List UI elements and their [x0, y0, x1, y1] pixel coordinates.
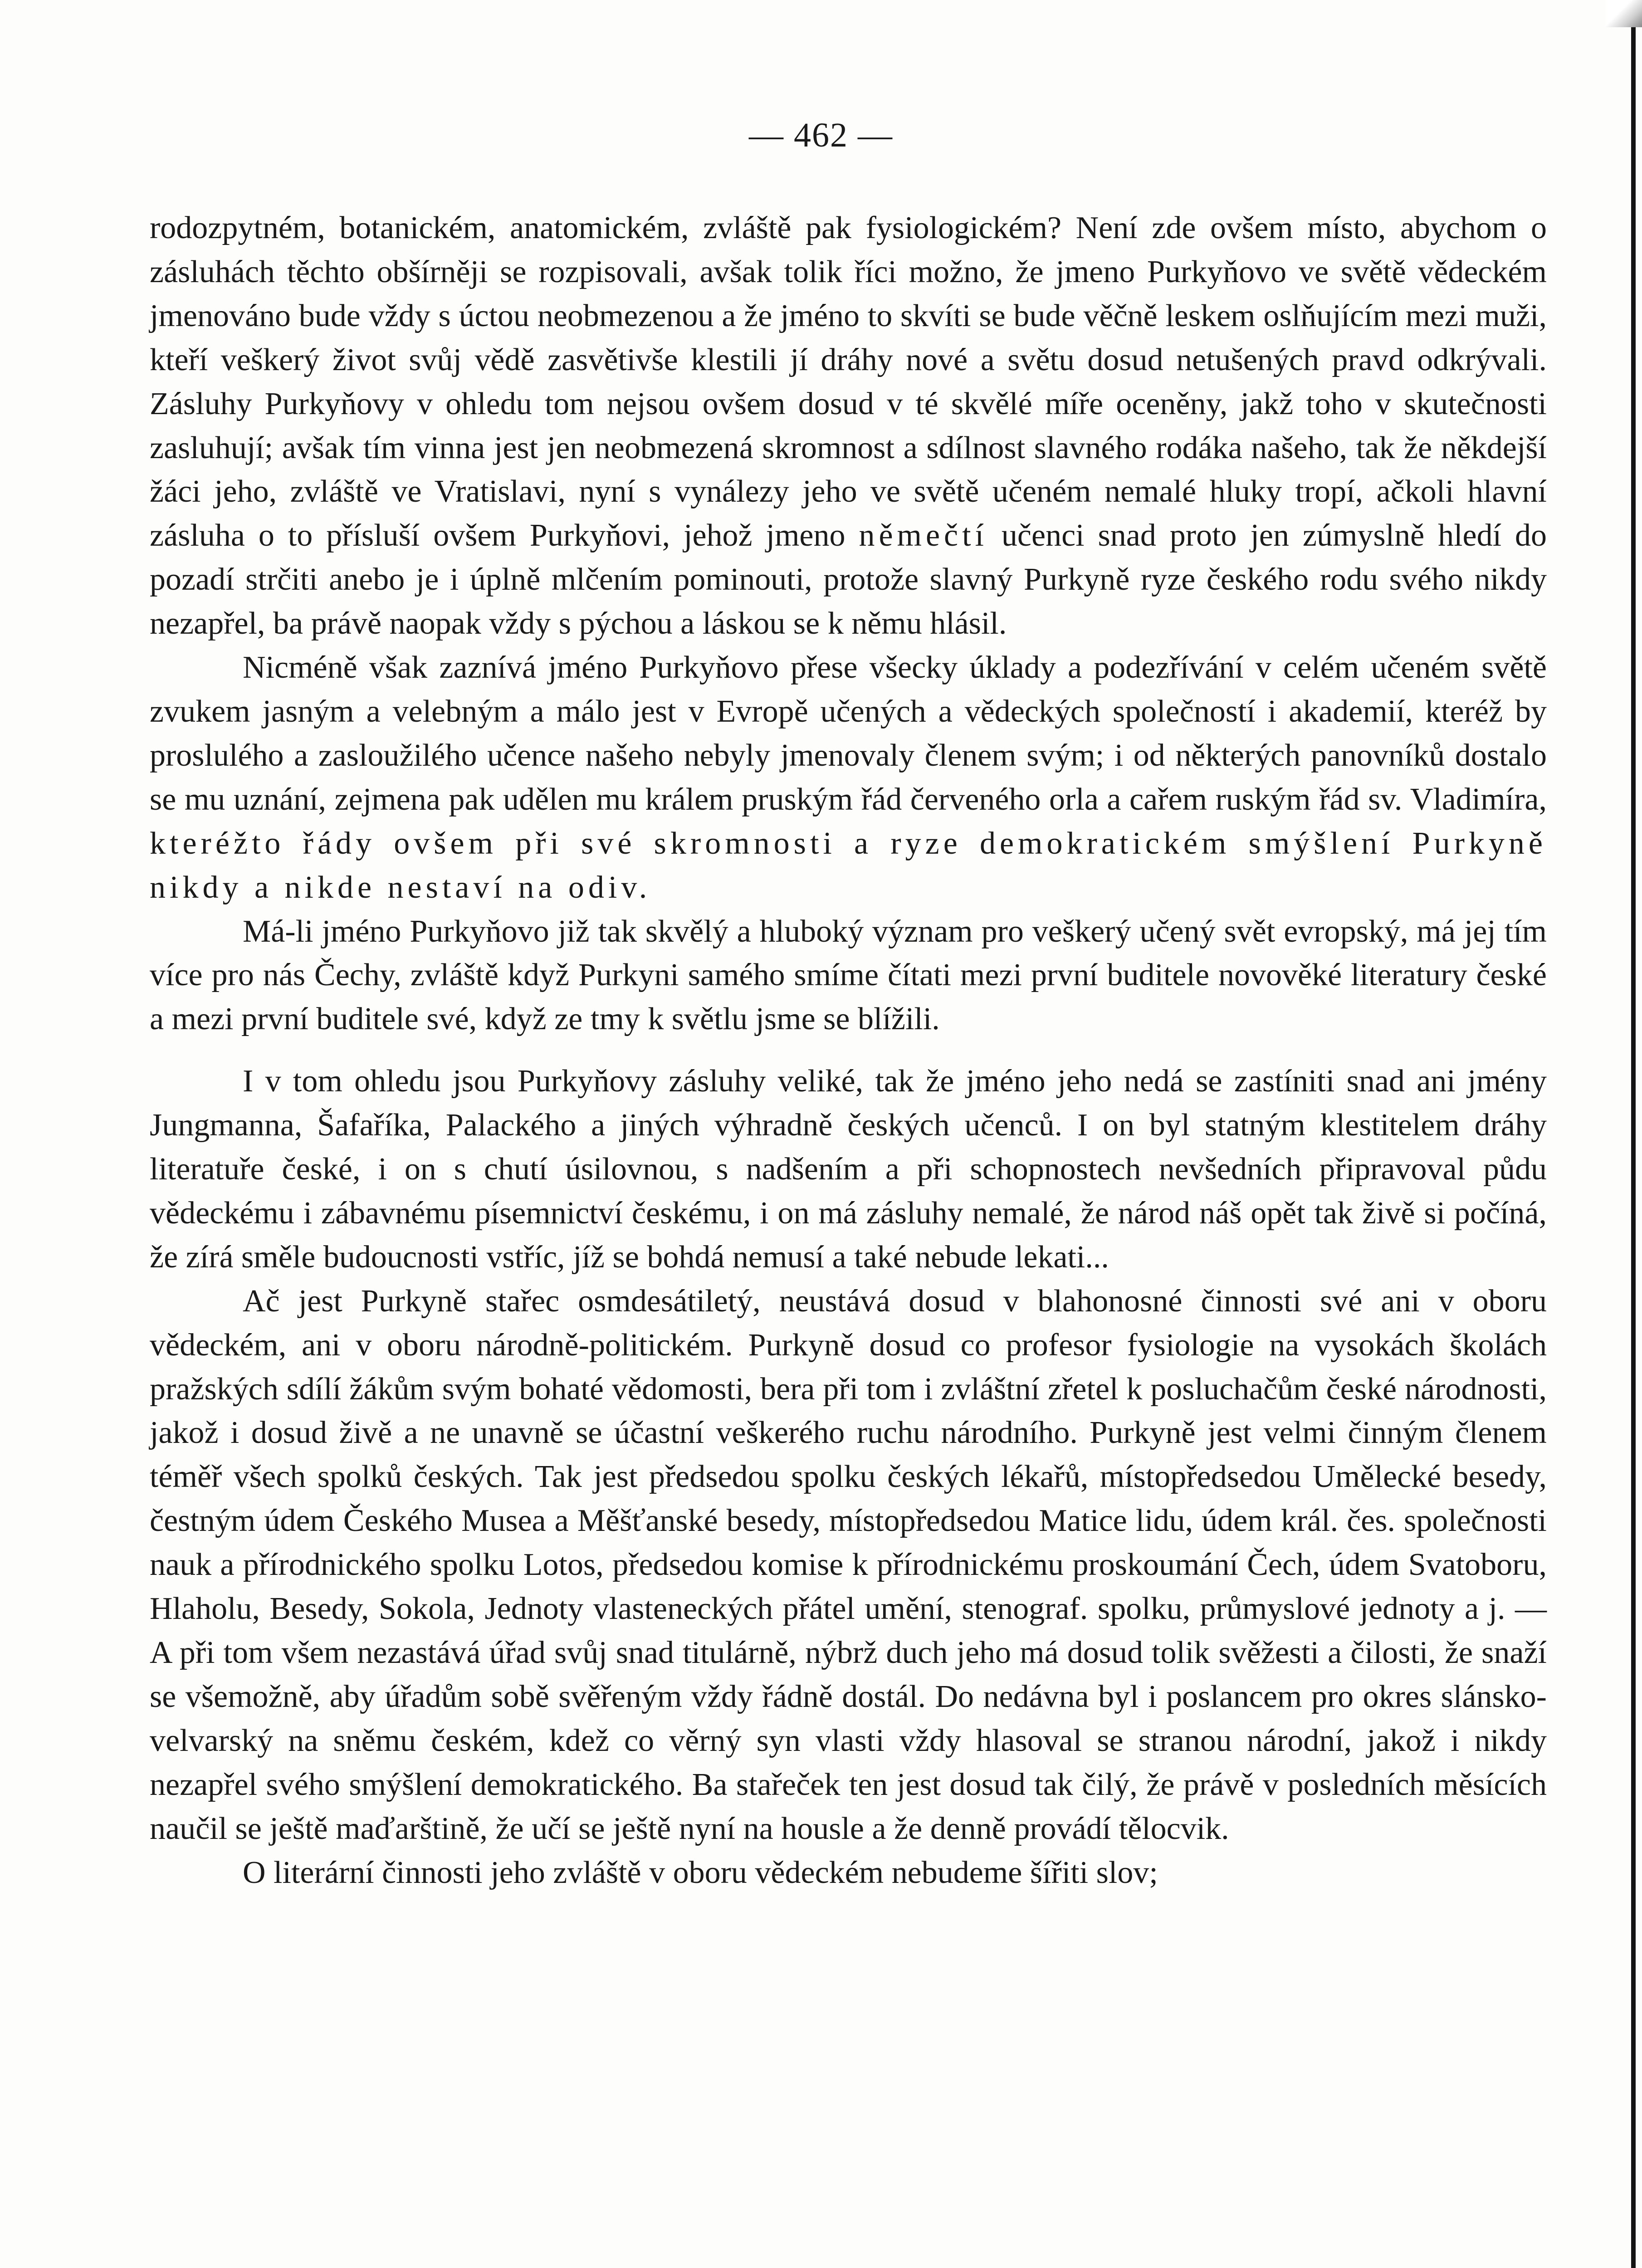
scan-edge-border: [1631, 0, 1636, 2268]
paragraph-6: [150, 1851, 1547, 1895]
paragraph-2: [150, 646, 1547, 909]
text-segment-spaced: kteréžto řády ovšem při své skromnosti a ryze demokratickém smýšlení Purkyně nikdy a nikde nestaví na odiv.: [150, 826, 1547, 905]
body-text: [150, 206, 1547, 2268]
text-segment: rodozpytném, botanickém, anatomickém, zvláště pak fysiologickém? Není zde ovšem místo, abychom o zásluhách těchto obšírněji se rozpisovali, avšak tolik říci možno, že jmeno Purkyňovo ve světě vědeckém jmenováno bude vždy s úctou neobmezenou a že jméno to skvíti se bude věčně leskem oslňujícím mezi muži, kteří veškerý život svůj vědě zasvětivše klestili jí dráhy nové a světu dosud netušených pravd odkrývali. Zásluhy Purkyňovy v ohledu tom nejsou ovšem dosud v té skvělé míře oceněny, jakž toho v skutečnosti zasluhují; avšak tím vinna jest jen neobmezená skromnost a sdílnost slavného rodáka našeho, tak že někdejší žáci jeho, zvláště ve Vratislavi, nyní s vynálezy jeho ve světě učeném nemalé hluky tropí, ačkoli hlavní zásluha o to přísluší ovšem Purkyňovi, jehož jmeno: [150, 210, 1547, 553]
paragraph-5: [150, 1280, 1547, 1851]
text-segment: Má-li jméno Purkyňovo již tak skvělý a hluboký význam pro veškerý učený svět evropský, má jej tím více pro nás Čechy, zvláště když Purkyni samého smíme čítati mezi první buditele novověké literatury české a mezi první buditele své, když ze tmy k světlu jsme se blížili.: [150, 914, 1547, 1037]
page-number: — 462 —: [749, 116, 893, 154]
text-segment: I v tom ohledu jsou Purkyňovy zásluhy veliké, tak že jméno jeho nedá se zastíniti snad ani jmény Jungmanna, Šafaříka, Palackého a jiných výhradně českých učenců. I on byl statným klestitelem dráhy literatuře české, i on s chutí úsilovnou, s nadšením a při schopnostech nevšedních připravoval půdu vědeckému i zábavnému písemnictví českému, i on má zásluhy nemalé, že národ náš opět tak živě si počíná, že zírá směle budoucnosti vstříc, jíž se bohdá nemusí a také nebude lekati...: [150, 1064, 1547, 1275]
text-segment-spaced: němečtí: [859, 518, 988, 553]
paragraph-3: [150, 910, 1547, 1042]
scan-corner-fold: [1606, 0, 1642, 27]
text-segment: O literární činnosti jeho zvláště v oboru vědeckém nebudeme šířiti slov;: [243, 1855, 1158, 1890]
text-segment: Nicméně však zaznívá jméno Purkyňovo přese všecky úklady a podezřívání v celém učeném světě zvukem jasným a velebným a málo jest v Evropě učených a vědeckých společností i akademií, kteréž by proslulého a zasloužilého učence našeho nebyly jmenovaly členem svým; i od některých panovníků dostalo se mu uznání, zejmena pak udělen mu králem pruským řád červeného orla a cařem ruským řád sv. Vladimíra,: [150, 650, 1547, 817]
paragraph-4: [150, 1060, 1547, 1280]
text-segment: učenci snad proto jen zúmyslně hledí do pozadí strčiti anebo je i úplně mlčením pominouti, protože slavný Purkyně ryze českého rodu svého nikdy nezapřel, ba právě naopak vždy s pýchou a láskou se k němu hlásil.: [150, 518, 1547, 641]
text-segment: Ač jest Purkyně stařec osmdesátiletý, neustává dosud v blahonosné činnosti své ani v oboru vědeckém, ani v oboru národně-politickém. Purkyně dosud co profesor fysiologie na vysokách školách pražských sdílí žákům svým bohaté vědomosti, bera při tom i zvláštní zřetel k posluchačům české národnosti, jakož i dosud živě a ne unavně se účastní veškerého ruchu národního. Purkyně jest velmi činným členem téměř všech spolků českých. Tak jest předsedou spolku českých lékařů, místopředsedou Umělecké besedy, čestným údem Českého Musea a Měšťanské besedy, místopředsedou Matice lidu, údem král. čes. společnosti nauk a přírodnického spolku Lotos, předsedou komise k přírodnickému proskoumání Čech, údem Svatoboru, Hlaholu, Besedy, Sokola, Jednoty vlasteneckých přátel umění, stenograf. spolku, průmyslové jednoty a j. — A při tom všem nezastává úřad svůj snad titulárně, nýbrž duch jeho má dosud tolik svěžesti a čilosti, že snaží se všemožně, aby úřadům sobě svěřeným vždy řádně dostál. Do nedávna byl i poslancem pro okres slánsko-velvarský na sněmu českém, kdež co věrný syn vlasti vždy hlasoval se stranou národní, jakož i nikdy nezapřel svého smýšlení demokratického. Ba stařeček ten jest dosud tak čilý, že právě v posledních měsících naučil se ještě maďarštině, že učí se ještě nyní na housle a že denně provádí tělocvik.: [150, 1283, 1547, 1846]
paragraph-1: [150, 206, 1547, 646]
